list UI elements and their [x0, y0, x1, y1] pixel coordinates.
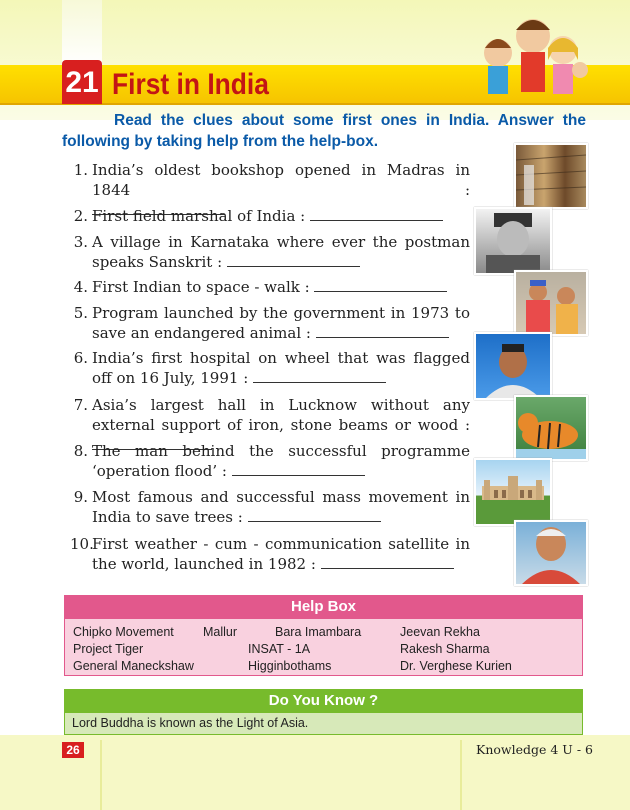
question-number: 1. [73, 161, 88, 179]
question-3 [70, 232, 470, 272]
question-text: India’s oldest bookshop opened in Madras in 1844 : [92, 161, 470, 199]
chapter-title: First in India [112, 68, 269, 101]
answer-blank[interactable] [248, 507, 381, 522]
answer-blank[interactable] [253, 368, 386, 383]
answer-blank[interactable] [314, 277, 447, 292]
question-number: 7. [73, 396, 88, 414]
question-number: 9. [73, 488, 88, 506]
question-8 [70, 441, 470, 481]
help-box [64, 618, 583, 676]
do-you-know-text: Lord Buddha is known as the Light of Asia. [64, 712, 583, 735]
chapter-number: 21 [62, 60, 102, 104]
help-item: Bara Imambara [275, 625, 362, 639]
question-text: First weather - cum - communication satellite in the world, launched in 1982 : [92, 535, 470, 573]
verghese-kurien-photo [514, 520, 588, 586]
tiger-photo [514, 395, 588, 461]
answer-blank[interactable] [227, 252, 360, 267]
help-box-title: Help Box [64, 595, 583, 618]
question-2 [70, 206, 470, 226]
question-text: The man behind the successful programme ‘operation flood’ : [92, 442, 470, 480]
question-number: 4. [73, 278, 88, 296]
help-item: INSAT - 1A [248, 642, 311, 656]
question-6 [70, 348, 470, 388]
help-item: Chipko Movement [73, 625, 174, 639]
answer-blank[interactable] [321, 554, 454, 569]
question-text: First Indian to space - walk : [92, 278, 310, 296]
chapter-tab [62, 0, 102, 66]
question-number: 3. [73, 233, 88, 251]
cartoon-kids-illustration [478, 8, 588, 106]
answer-blank[interactable] [232, 461, 365, 476]
question-9 [70, 487, 470, 527]
instructions: Read the clues about some first ones in India. Answer the following by taking help from the help-box. [62, 112, 586, 150]
help-item: Higginbothams [248, 659, 332, 673]
field-marshal-photo [474, 207, 552, 275]
help-item: Mallur [203, 625, 238, 639]
answer-blank[interactable] [310, 206, 443, 221]
question-4 [70, 277, 470, 297]
help-item: Dr. Verghese Kurien [400, 659, 512, 673]
question-text: Asia’s largest hall in Lucknow without any external support of iron, stone beams or wood : [92, 396, 470, 434]
astronaut-photo [474, 332, 552, 400]
help-item: Rakesh Sharma [400, 642, 490, 656]
question-number: 2. [73, 207, 88, 225]
imambara-photo [474, 458, 552, 526]
series-name: Knowledge 4 U - 6 [476, 742, 593, 757]
question-text: First field marshal of India : [92, 207, 306, 225]
question-number: 5. [73, 304, 88, 322]
footer-divider [460, 740, 462, 810]
question-number: 10. [70, 535, 94, 553]
question-10 [70, 534, 470, 574]
answer-blank[interactable] [316, 323, 449, 338]
question-text: Program launched by the government in 1973 to save an endangered animal : [92, 304, 470, 342]
help-item: Project Tiger [73, 642, 144, 656]
question-text: Most famous and successful mass movement in India to save trees : [92, 488, 470, 526]
question-text: A village in Karnataka where ever the postman speaks Sanskrit : [92, 233, 470, 271]
do-you-know-title: Do You Know ? [64, 689, 583, 712]
footer-divider [100, 740, 102, 810]
help-item: General Maneckshaw [73, 659, 194, 673]
question-number: 6. [73, 349, 88, 367]
help-item: Jeevan Rekha [400, 625, 480, 639]
bookshop-photo [514, 143, 588, 209]
question-text: India’s first hospital on wheel that was flagged off on 16 July, 1991 : [92, 349, 470, 387]
village-postman-photo [514, 270, 588, 336]
page-number: 26 [62, 742, 84, 758]
question-5 [70, 303, 470, 343]
question-number: 8. [73, 442, 88, 460]
